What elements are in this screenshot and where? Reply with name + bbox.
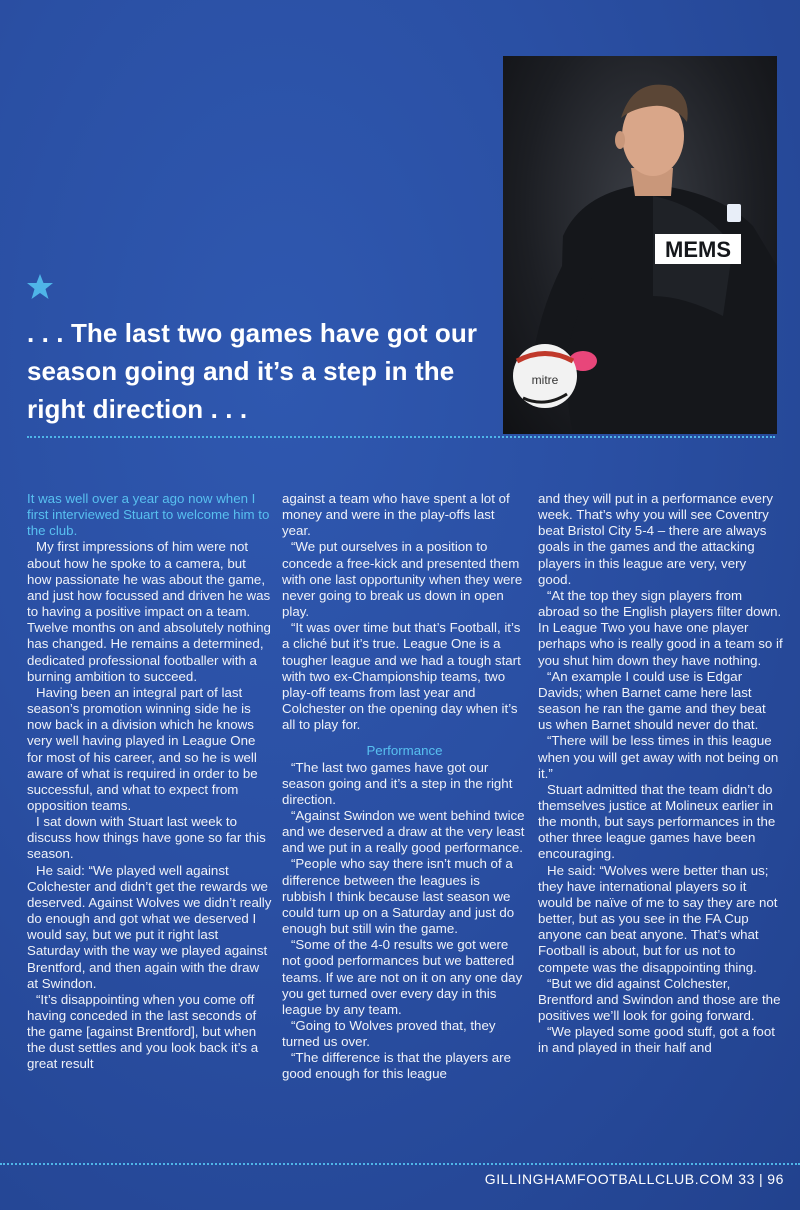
page-footer [485,1171,784,1187]
paragraph-continued: against a team who have spent a lot of money and were in the play-offs last year. [282,491,510,539]
paragraph: “Some of the 4-0 results we got were not good performances but we battered teams. If we are not on it on any one day you get turned over every day in this league by any team. [282,937,523,1017]
paragraph: “Against Swindon we went behind twice and we deserved a draw at the very least and we put in a really good performance. [282,807,525,856]
paragraph: “The last two games have got our season going and it’s a step in the right direction. [282,759,513,807]
footer-website: GILLINGHAMFOOTBALLCLUB.COM [484,1171,734,1187]
paragraph: “It’s disappointing when you come off having conceded in the last seconds of the game [against Brentford], but when the dust settles and you look back it’s a great result [27,991,259,1072]
footer-mark: 96 [767,1171,784,1187]
footer-separator: | [758,1171,764,1187]
paragraph: “Going to Wolves proved that, they turned us over. [282,1018,496,1050]
paragraph: “We played some good stuff, got a foot in and played in their half and [538,1024,775,1056]
shirt-sponsor: MEMS [665,237,731,262]
article-column-2 [282,491,527,1083]
player-photo [503,56,777,434]
divider-top [27,436,775,438]
section-subhead: Performance [366,743,443,759]
paragraph: “At the top they sign players from abroad so the English players filter down. In League Two you have one player perhaps who is really good in a team so if you shut him down they have nothing. [538,587,783,668]
paragraph: My first impressions of him were not about how he spoke to a camera, but how passionate he was about the game, and just how focussed and driven he was to having a positive impact on a team. Twelve months on and absolutely nothing has changed. He remains a determined, dedicated professional footballer with a burning ambition to succeed. [27,539,271,684]
paragraph: “The difference is that the players are good enough for this league [282,1050,512,1082]
paragraph-continued: and they will put in a performance every week. That’s why you will see Coventry beat Bristol City 5-4 – there are always goals in the games and the attacking players in this league are very, very good. [538,491,774,587]
paragraph: “An example I could use is Edgar Davids; when Barnet came here last season he ran the game and they beat us when Barnet should never do that. [538,668,766,733]
ball-brand: mitre [531,373,559,387]
paragraph: “There will be less times in this league when you will get away with not being on it.” [538,733,779,781]
paragraph: “People who say there isn’t much of a difference between the leagues is rubbish I think because last season we could turn up on a Saturday and just do enough but still win the game. [282,856,515,937]
article-column-1 [27,491,272,1073]
star-icon [25,272,55,302]
goalkeeper-illustration [503,56,777,434]
paragraph: “But we did against Colchester, Brentford and Swindon and those are the positives we’ll look for going forward. [538,975,781,1023]
article-column-3 [538,491,783,1056]
paragraph: He said: “Wolves were better than us; they have international players so it would be naïve of me to say they are not better, but as you see in the FA Cup anyone can beat anyone. That’s what Football is about, but for us not to compete was the disappointing thing. [538,862,778,975]
page-number: 33 [738,1171,755,1187]
paragraph: “We put ourselves in a position to concede a free-kick and presented them with one last opportunity when they were never going to break us down in open play. [282,539,523,620]
divider-bottom [0,1163,800,1165]
paragraph: I sat down with Stuart last week to discuss how things have gone so far this season. [27,814,266,862]
paragraph: “It was over time but that’s Football, it’s a cliché but it’s true. League One is a tougher league and we had a tough start with two ex-Championship teams, two play-off teams from last year and Colchester on the opening day when it’s all to play for. [282,620,521,733]
pull-quote: . . . The last two games have got our season going and it’s a step in the right direction . . . [27,318,478,424]
paragraph: He said: “We played well against Colchester and didn’t get the rewards we deserved. Against Wolves we didn’t really do enough and got what we deserved I would say, but we put it right last Saturday with the way we played against Brentford, and then again with the draw at Swindon. [27,862,272,991]
paragraph: Having been an integral part of last season’s promotion winning side he is now back in a division which he knows very well having played in League One for most of his career, and so he is well aware of what is required in order to be successful, and what to expect from opposition teams. [27,684,258,813]
paragraph: Stuart admitted that the team didn’t do themselves justice at Molineux earlier in the month, but says performances in the other three league games have been encouraging. [538,781,776,862]
intro-paragraph: It was well over a year ago now when I first interviewed Stuart to welcome him to the club. [27,491,270,539]
